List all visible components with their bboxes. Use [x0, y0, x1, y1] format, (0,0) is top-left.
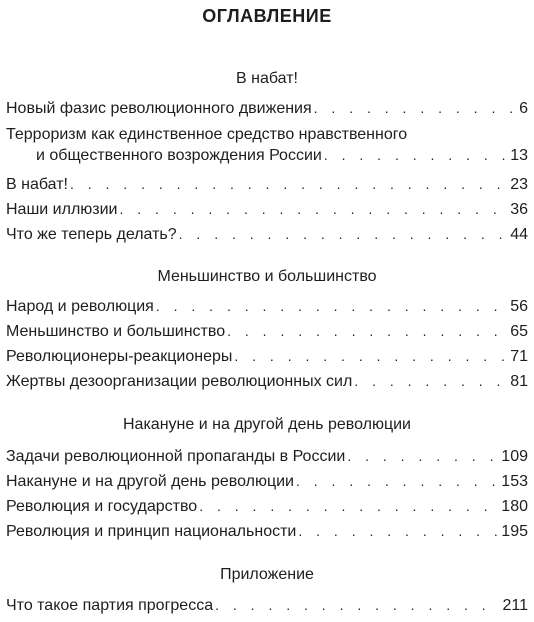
dot-leader: [120, 199, 509, 220]
toc-entry[interactable]: [6, 471, 528, 492]
dot-leader: [234, 346, 508, 367]
dot-leader: [227, 321, 508, 342]
toc-entry-page: 6: [519, 100, 528, 117]
toc-entry-title: Что такое партия прогресса: [6, 597, 214, 614]
toc-entry[interactable]: [6, 296, 528, 317]
toc-entry-title: Революция и государство: [6, 498, 198, 515]
toc-entry[interactable]: [6, 446, 528, 467]
dot-leader: [199, 496, 499, 517]
toc-entry-title: Новый фазис революционного движения: [6, 100, 312, 117]
dot-leader: [179, 224, 509, 245]
toc-entry[interactable]: [6, 496, 528, 517]
toc-entry[interactable]: [6, 98, 528, 119]
toc-entry-page: 23: [510, 176, 528, 193]
section-title: Накануне и на другой день революции: [123, 416, 411, 433]
toc-entry-title: Революция и принцип национальности: [6, 523, 297, 540]
toc-entry-page: 36: [510, 201, 528, 218]
toc-entry[interactable]: [6, 199, 528, 220]
toc-entry[interactable]: [6, 371, 528, 392]
toc-entry-title: Меньшинство и большинство: [6, 323, 226, 340]
toc-entry[interactable]: [6, 124, 528, 166]
toc-entry-page: 195: [501, 523, 528, 540]
toc-entry-title: Задачи революционной пропаганды в России: [6, 448, 346, 465]
toc-entry-page: 71: [510, 348, 528, 365]
section-title: Приложение: [220, 566, 314, 583]
dot-leader: [215, 595, 500, 616]
toc-entry-title: Жертвы дезоорганизации революционных сил: [6, 373, 353, 390]
toc-entry[interactable]: [6, 321, 528, 342]
toc-entry-page: 81: [510, 373, 528, 390]
dot-leader: [354, 371, 508, 392]
toc-entry-page: 44: [510, 226, 528, 243]
toc-entry-title-line1: Терроризм как единственное средство нравственного: [6, 126, 408, 143]
dot-leader: [324, 145, 508, 166]
toc-entry-page: 211: [502, 597, 528, 614]
toc-entry-title: Народ и революция: [6, 298, 154, 315]
dot-leader: [314, 98, 517, 119]
toc-entry[interactable]: [6, 595, 528, 616]
dot-leader: [347, 446, 499, 467]
toc-entry-page: 65: [510, 323, 528, 340]
toc-entry-title: Наши иллюзии: [6, 201, 118, 218]
toc-entry-title-line2: и общественного возрождения России: [36, 147, 322, 164]
toc-entry-title: Революционеры-реакционеры: [6, 348, 233, 365]
section-title: В набат!: [236, 70, 298, 87]
page-title: ОГЛАВЛЕНИЕ: [202, 6, 332, 26]
dot-leader: [156, 296, 508, 317]
toc-entry-page: 13: [510, 147, 528, 164]
dot-leader: [70, 174, 508, 195]
toc-entry-page: 180: [501, 498, 528, 515]
toc-entry[interactable]: [6, 521, 528, 542]
toc-entry-page: 153: [501, 473, 528, 490]
toc-entry-page: 56: [510, 298, 528, 315]
toc-entry-title: Что же теперь делать?: [6, 226, 177, 243]
section-title: Меньшинство и большинство: [157, 268, 377, 285]
toc-entry-page: 109: [501, 448, 528, 465]
dot-leader: [298, 521, 499, 542]
dot-leader: [296, 471, 499, 492]
toc-entry[interactable]: [6, 174, 528, 195]
toc-entry-title: В набат!: [6, 176, 68, 193]
toc-entry[interactable]: [6, 224, 528, 245]
toc-entry-title: Накануне и на другой день революции: [6, 473, 294, 490]
toc-entry[interactable]: [6, 346, 528, 367]
